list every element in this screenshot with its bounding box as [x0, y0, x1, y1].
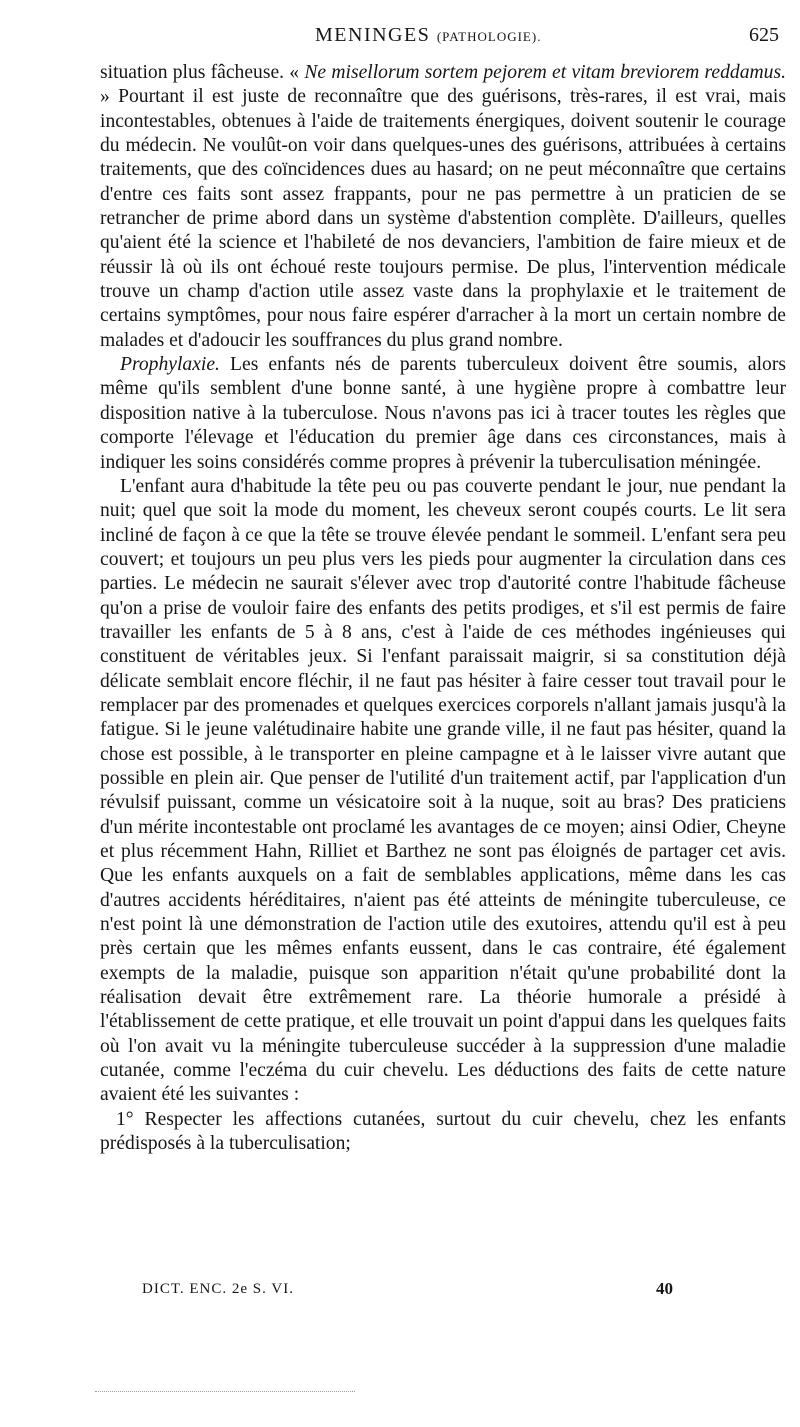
bottom-dotted-rule [95, 1391, 355, 1392]
body-text [100, 61, 786, 1156]
sheet-number: 40 [656, 1279, 673, 1298]
running-title-main: MENINGES [315, 24, 431, 46]
page-footer [100, 1281, 786, 1305]
paragraph-continuation-body: » Pourtant il est juste de reconnaître que des guérisons, très-rares, il est vrai, mais incontestables, obtenues à l'aide de traitements énergiques, doivent soutenir le courage du médecin. Ne voulût-on voir dans quelques-unes des guérisons, attribuées à certains traitements, que des coïncidences dues au hasard; on ne peut méconnaître que certains d'entre ces faits sont assez frappants, pour ne pas permettre à un praticien de se retrancher de prime abord dans un système d'abstention complète. D'ailleurs, quelles qu'aient été la science et l'habileté de nos devanciers, l'ambition de faire mieux et de réussir là où ils ont échoué reste toujours permise. De plus, l'intervention médicale trouve un champ d'action utile assez vaste dans la prophylaxie et le traitement de certains symptômes, pour nous faire espérer d'arracher à la mort un certain nombre de malades et d'adoucir les souffrances du plus grand nombre. [100, 86, 786, 351]
paragraph-prophylaxie-body: Les enfants nés de parents tuberculeux doivent être soumis, alors même qu'ils semblent d'une bonne santé, à une hygiène propre à combattre leur disposition native à la tuberculose. Nous n'avons pas ici à tracer toutes les règles que comporte l'élevage et l'éducation du premier âge dans ces circonstances, mais à indiquer les soins considérés comme propres à prévenir la tuberculisation méningée. [100, 354, 786, 473]
paragraph-continuation-lead: situation plus fâcheuse. « [100, 62, 305, 83]
page-number: 625 [749, 24, 779, 46]
latin-quote: Ne misellorum sortem pejorem et vitam breviorem reddamus. [304, 62, 786, 83]
running-title-sub: (PATHOLOGIE). [436, 29, 542, 44]
running-title [315, 24, 541, 47]
paragraph-prophylaxie [100, 353, 786, 475]
list-item-1: 1° Respecter les affections cutanées, surtout du cuir chevelu, chez les enfants prédisposés à la tuberculisation; [100, 1108, 786, 1155]
paragraph-continuation [100, 61, 786, 353]
section-heading-prophylaxie: Prophylaxie. [120, 354, 220, 376]
signature-mark: DICT. ENC. 2e S. VI. [142, 1281, 294, 1297]
running-head [95, 24, 785, 52]
paragraph-hygiene: L'enfant aura d'habitude la tête peu ou pas couverte pendant le jour, nue pendant la nuit; quel que soit la mode du moment, les cheveux seront coupés courts. Le lit sera incliné de façon à ce que la tête se trouve élevée pendant le sommeil. L'enfant sera peu couvert; et toujours un peu plus vers les pieds pour augmenter la circulation dans ces parties. Le médecin ne saurait s'élever avec trop d'autorité contre l'habitude fâcheuse qu'on a prise de vouloir faire des enfants des petits prodiges, et s'il est permis de faire travailler les enfants de 5 à 8 ans, c'est à l'aide de ces méthodes ingénieuses qui constituent de véritables jeux. Si l'enfant paraissait maigrir, si sa constitution déjà délicate semblait encore fléchir, il ne faut pas hésiter à faire cesser tout travail pour le remplacer par des promenades et quelques exercices corporels n'allant jamais jusqu'à la fatigue. Si le jeune valétudinaire habite une grande ville, il ne faut pas hésiter, quand la chose est possible, à le transporter en pleine campagne et à le laisser vivre autant que possible en plein air. Que penser de l'utilité d'un traitement actif, par l'application d'un révulsif puissant, comme un vésicatoire soit à la nuque, soit au bras? Des praticiens d'un mérite incontestable ont proclamé les avantages de ce moyen; ainsi Odier, Cheyne et plus récemment Hahn, Rilliet et Barthez ne sont pas éloignés de partager cet avis. Que les enfants auxquels on a fait de semblables applications, même dans les cas d'autres accidents héréditaires, n'aient pas été atteints de méningite tuberculeuse, ce n'est point là une démonstration de l'action utile des exutoires, attendu qu'il est à peu près certain que les mêmes enfants eussent, dans le cas contraire, été également exempts de la maladie, puisque son apparition n'était qu'une probabilité dont la réalisation devait être extrêmement rare. La théorie humorale a présidé à l'établissement de cette pratique, et elle trouvait un point d'appui dans les quelques faits où l'on avait vu la méningite tuberculeuse succéder à la suppression d'une maladie cutanée, comme l'eczéma du cuir chevelu. Les déductions des faits de cette nature avaient été les suivantes : [100, 475, 786, 1106]
